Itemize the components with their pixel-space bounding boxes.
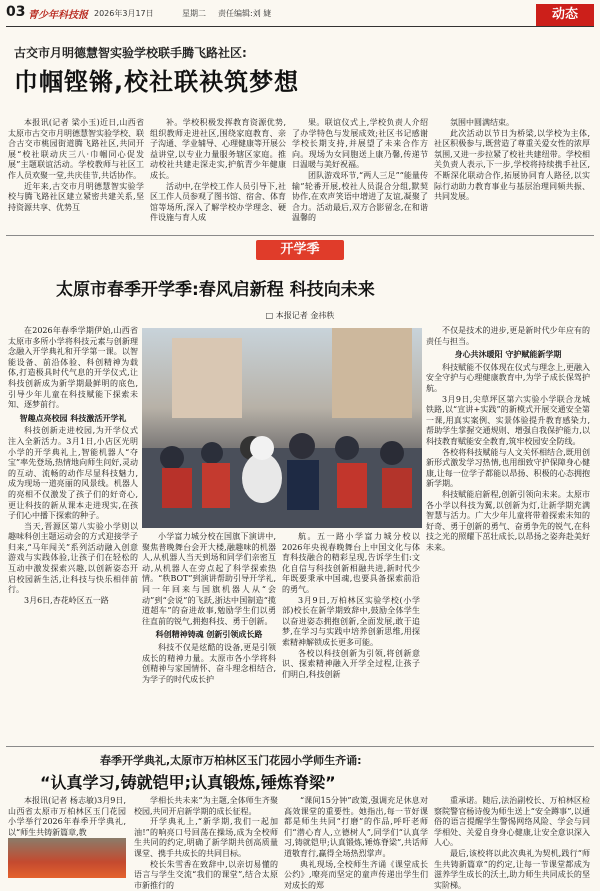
article1-col2 (150, 118, 286, 230)
article1-col1 (8, 118, 144, 230)
article2-col3-p3: 各校以科技创新为引领,将创新意识、探索精神融入开学全过程,让孩子们明白,科技创新 (282, 648, 420, 679)
article2-col1-p4: 3月6日,杏花岭区五一路 (24, 595, 109, 605)
article2-col4-p3: 3月9日,尖草坪区第六实验小学联合龙城铁路,以“宣讲+实践”的新模式开展交通安全第一课,用真实案例、实景体验提升教育感染力,帮助学生掌握交通规则、增强自我保护能力,以科技教育赋能安全教育,筑牢校园安全防线。 (426, 394, 590, 446)
article2-banner: 开学季 (256, 240, 344, 260)
article3-col3-p2: 典礼现场,全校师生齐诵《课堂成长公约》,嘹亮而坚定的童声传递出学生们对成长的郑 (284, 859, 428, 890)
article1-col4-p2: 此次活动以节日为桥梁,以学校为主体,社区积极参与,既营造了尊重关爱女性的浓厚氛围,又进一步拉紧了校社共建纽带。学校相关负责人表示,下一步,学校将持续携手社区,不断深化联动合作,拓展协同育人路径,以实际行动助力教育事业与基层治理同频共振、共同发展。 (434, 128, 590, 202)
section-tag: 动态 (536, 4, 594, 26)
article3-col2-p3: 校长朱雪香在致辞中,以亲切易懂的语言与学生交流“我们的课堂”,结合太原市新推行的 (134, 859, 278, 890)
article3-col1 (8, 796, 126, 836)
article1-col1-p1: 本报讯(记者 梁小玉)近日,山西省太原市古交市月明德慧智实验学校、联合古交市桃园街道腾飞路社区,共同开展“校社联动庆三八·巾帼同心促发展”主题联谊活动。学校教师与社区工作人员欢聚一堂,共庆佳节,共话协作。 (8, 118, 144, 180)
article1-kicker: 古交市月明德慧智实验学校联手腾飞路社区: (14, 46, 247, 60)
article3-col3 (284, 796, 428, 890)
article2-rule (6, 746, 594, 747)
article2-subhead3: 身心共沐暖阳 守护赋能新学期 (454, 350, 562, 360)
article1-col3-p1: 果。联谊仪式上,学校负责人介绍了办学特色与发展成效;社区书记感谢学校长期支持,并展望了未来合作方向。现场为女同胞送上康乃馨,传递节日温暖与美好祝福。 (292, 118, 428, 170)
article2-subhead1: 智趣点亮校园 科技激活开学礼 (19, 413, 127, 423)
article2-col1-p2: 科技创新走进校园,为开学仪式注入全新活力。3月1日,小店区光明小学的开学典礼上,智能机器人“夺宝”率先登场,热情地向师生问好,灵动的互动、流畅的动作尽显科技魅力,成为现场一道亮丽的风景线。机器人的亮相不仅激发了孩子们的好奇心,更让科技的新从课本走进现实,在孩子们心中播下探索的种子。 (8, 426, 138, 521)
page-number: 03 (6, 4, 26, 20)
issue-date: 2026年3月17日 (94, 9, 154, 18)
header-rule (6, 26, 594, 27)
article2-col3-p2: 3月9日,万柏林区实验学校(小学部)校长在新学期致辞中,鼓励全体学生以奋进姿态拥抱创新,全面发展,敢于追梦,在学习与实践中培养创新思维,用探索精神解锁成长更多可能。 (282, 595, 420, 647)
masthead-logo: 青少年科技报 (28, 10, 88, 21)
article2-col4-p4: 各校将科技赋能与人文关怀相结合,既用创新形式激发学习热情,也用细致守护保障身心健康,让每一位学子都能以昂扬、积极的心态拥抱新学期。 (426, 447, 590, 489)
article2-col4-p5: 科技赋能启新程,创新引领向未来。太原市各小学以科技为翼,以创新为灯,让新学期充满智慧与活力。广大少年儿童将带着探索未知的好奇、勇于创新的勇气、奋勇争先的锐气,在科技之光的照耀下茁壮成长,以昂扬之姿奔赴美好未来。 (426, 489, 590, 552)
page-header (6, 2, 594, 28)
article1-col3-p2: 团队游戏环节,“两人三足”“能量传输”轮番开展,校社人员混合分组,默契协作,在欢声笑语中增进了友谊,凝聚了合力。活动最后,双方合影留念,在和谐温馨的 (292, 170, 428, 223)
article3-photo (8, 838, 126, 878)
article2-col4-p1: 不仅是技术的进步,更是新时代少年应有的责任与担当。 (426, 326, 590, 346)
article2-col4 (426, 326, 590, 742)
article1-col4 (434, 118, 590, 230)
article1-rule (6, 235, 594, 236)
article2-col2-p1: 小学富力城分校在国旗下演讲中,聚焦普晚舞台会开大楼,融趣味的机器人,从机器人当天到场和同学们亲密互动,从机器人在旁点起了科学探索热情。“秩BOT”到演讲帮助引导开学礼,同一年回来与国旗机器人从“会动”到“会说”的飞跃,浙达中国制造“揽道超车”的奋进故事,勉励学生们以勇往直前的锐气,拥抱科技、勇于创新。 (142, 532, 276, 626)
article2-col1-p3: 当天,晋源区第八实验小学则以趣味科创主题运动会的方式迎接学子归来,“马年闯关”系列活动融入创意游戏与实践体验,让孩子们在轻松的互动中激发探索兴趣,以创新姿态开启校园新生活,让科技与快乐相伴前行。 (8, 521, 138, 595)
article1-col4-p1: 氛围中圆满结束。 (450, 118, 514, 127)
article2-col1 (8, 326, 138, 742)
article3-col3-p1: “课间15分钟”政策,强调充足休息对高效课堂的重要性。她指出,每一节好课都是师生共同“打磨”的作品,呼吁老师们“潜心育人,立德树人”,同学们“认真学习,铸就铠甲;认真锻炼,锤炼脊梁”,共话师道敬育行,赢得全场热烈掌声。 (284, 796, 428, 858)
article2-col3-p1: 航。五一路小学富力城分校以2026年央视春晚舞台上中国文化与体育科技融合的精彩呈现,告诉学生们:文化自信与科技创新相融共进,新时代少年既要秉承中国魂,也要具备探索前沿的勇气。 (282, 532, 420, 594)
article3-col4 (434, 796, 590, 890)
article3-col2-p1: 学相长共未来”为主题,全体师生齐聚校园,共同开启新学期的成长征程。 (134, 796, 278, 816)
article3-col2 (134, 796, 278, 890)
article2-col2-p2: 科技不仅是炫酷的设备,更是引领成长的精神力量。太原市各小学将科创精神与家国情怀、奋斗理念相结合,为学子的时代成长护 (142, 642, 276, 684)
article2-headline: 太原市春季开学季:春风启新程 科技向未来 (56, 280, 375, 300)
article1-col1-p2: 近年来,古交市月明德慧智实验学校与腾飞路社区建立紧密共建关系,坚持资源共享、优势互 (8, 181, 144, 212)
article1-headline: 巾帼铿锵,校社联袂筑梦想 (14, 68, 300, 96)
issue-weekday: 星期二 (182, 9, 206, 18)
article1-col3 (292, 118, 428, 230)
article3-kicker: 春季开学典礼,太原市万柏林区玉门花园小学师生齐诵: (100, 754, 362, 767)
editor-credit: 责任编辑:刘 婕 (218, 9, 272, 18)
photo-illustration (142, 328, 422, 528)
article2-col4-p2: 科技赋能不仅体现在仪式与理念上,更融入安全守护与心理健康教育中,为学子成长保驾护航。 (426, 362, 590, 393)
article3-col4-p1: 重承诺。随后,法治副校长、万柏林区检察院警官杨诗俊为师生送上“安全蹲事”,以通俗的语言提醒学生警惕网络风险、学会与同学相处、关爱自身身心健康,让安全意识深入人心。 (434, 796, 590, 848)
article2-col3 (282, 532, 420, 742)
article2-photo (142, 328, 422, 528)
article2-col2 (142, 532, 276, 742)
article1-col2-p2: 活动中,在学校工作人员引导下,社区工作人员参观了图书馆、宿舍、体育馆等场所,深入了解学校办学理念、硬件设施与育人成 (150, 181, 286, 223)
article3-col1-p1: 本报讯(记者 杨志敏)3月9日,山西省太原市万柏林区玉门花园小学举行2026年春季开学典礼,以“师生共铸新篇章,教 (8, 796, 126, 837)
article2-byline: □ 本报记者 金祎秩 (265, 311, 335, 320)
article1-col2-p1: 补。学校积极发挥教育资源优势,组织教师走进社区,围绕家庭教育、亲子沟通、学业辅导、心理健康等开展公益讲堂,以专业力量服务辖区家庭。推动校社共建走深走实,护航青少年健康成长。 (150, 118, 286, 180)
article3-headline: “认真学习,铸就铠甲;认真锻炼,锤炼脊梁” (40, 773, 336, 792)
article2-subhead2: 科创精神铸魂 创新引领成长路 (155, 630, 263, 640)
article2-col1-p1: 在2026年春季学期伊始,山西省太原市多所小学将科技元素与创新理念融入开学典礼和开学第一课。以智能设备、前沿体验、科创精神为载体,打造极具时代气息的开学仪式,让科技创新成为新学期最鲜明的底色,引导少年儿童在科技赋能下探索未知、逐梦前行。 (8, 326, 138, 410)
article3-col4-p2: 最后,该校将以此次典礼为契机,践行“师生共铸新篇章”的约定,让每一节课堂都成为滋养学生成长的沃土,助力师生共同成长的坚实阶梯。 (434, 848, 590, 890)
article3-col2-p2: 开学典礼上,“新学期,我们一起加油!”的响亮口号回荡在操场,成为全校师生共同的约定,明确了新学期共创高质量课堂、携手共成长的共同目标。 (134, 817, 278, 858)
